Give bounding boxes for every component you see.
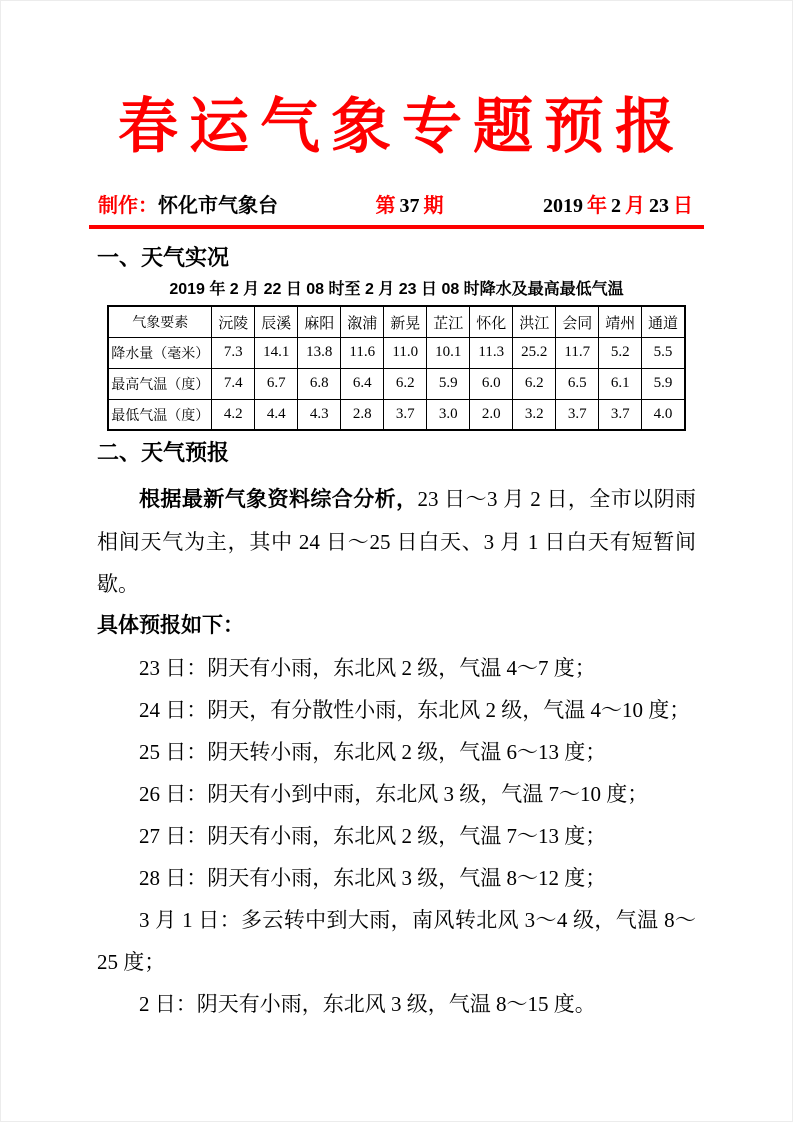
- table-cell: 3.7: [599, 399, 642, 430]
- table-cell: 10.1: [427, 337, 470, 368]
- document-title: 春运气象专题预报: [118, 94, 686, 160]
- table-row: [108, 337, 685, 368]
- table-cell: 5.5: [642, 337, 685, 368]
- produced-label: 制作：: [98, 195, 158, 217]
- column-header: 怀化: [470, 306, 513, 337]
- table-cell: 3.0: [427, 399, 470, 430]
- table-cell: 4.0: [642, 399, 685, 430]
- table-cell: 6.8: [298, 368, 341, 399]
- table-cell: 13.8: [298, 337, 341, 368]
- date-month-unit: 月: [625, 195, 645, 217]
- weather-observation-table: [107, 305, 686, 431]
- table-cell: 4.3: [298, 399, 341, 430]
- column-header: 新晃: [384, 306, 427, 337]
- row-label-cell: 最低气温（度）: [108, 399, 212, 430]
- table-cell: 3.2: [513, 399, 556, 430]
- forecast-body: [97, 478, 696, 1025]
- table-cell: 7.3: [212, 337, 255, 368]
- forecast-line-mar1: 3 月 1 日：多云转中到大雨，南风转北风 3～4 级，气温 8～25 度；: [97, 907, 696, 974]
- table-cell: 6.1: [599, 368, 642, 399]
- table-row: [108, 399, 685, 430]
- table-cell: 3.7: [556, 399, 599, 430]
- table-cell: 11.6: [341, 337, 384, 368]
- produced-value: 怀化市气象台: [158, 195, 278, 217]
- document-date: [541, 189, 695, 218]
- column-header: 沅陵: [212, 306, 255, 337]
- issue-prefix: 第: [375, 195, 396, 217]
- date-month: 2: [611, 195, 621, 217]
- issue-number: [374, 189, 446, 218]
- table-cell: 6.2: [384, 368, 427, 399]
- date-year: 2019: [543, 195, 583, 217]
- forecast-intro-paragraph: [97, 478, 696, 605]
- table-cell: 4.2: [212, 399, 255, 430]
- row-label-cell: 最高气温（度）: [108, 368, 212, 399]
- column-header: 溆浦: [341, 306, 384, 337]
- column-header: 麻阳: [298, 306, 341, 337]
- document-meta-row: [98, 189, 695, 218]
- table-cell: 11.0: [384, 337, 427, 368]
- date-year-unit: 年: [587, 195, 607, 217]
- column-header: 会同: [556, 306, 599, 337]
- forecast-detail-heading: 具体预报如下：: [97, 613, 244, 637]
- forecast-line-feb26: 26 日：阴天有小到中雨，东北风 3 级，气温 7～10 度；: [139, 781, 649, 806]
- table-cell: 6.0: [470, 368, 513, 399]
- table-cell: 2.0: [470, 399, 513, 430]
- column-header: 靖州: [599, 306, 642, 337]
- forecast-line-feb27: 27 日：阴天有小雨，东北风 2 级，气温 7～13 度；: [139, 823, 607, 848]
- column-header: 气象要素: [108, 306, 212, 337]
- header-divider-rule: [89, 225, 704, 229]
- table-cell: 6.7: [255, 368, 298, 399]
- issue-suffix: 期: [423, 195, 444, 217]
- section2-heading: 二、天气预报: [97, 440, 230, 466]
- column-header: 辰溪: [255, 306, 298, 337]
- table-cell: 5.9: [427, 368, 470, 399]
- table-cell: 11.7: [556, 337, 599, 368]
- table-cell: 6.4: [341, 368, 384, 399]
- table-cell: 25.2: [513, 337, 556, 368]
- table-cell: 5.9: [642, 368, 685, 399]
- table-cell: 7.4: [212, 368, 255, 399]
- table-cell: 4.4: [255, 399, 298, 430]
- section1-heading: 一、天气实况: [97, 245, 230, 270]
- issue-value: 37: [399, 195, 420, 217]
- table-cell: 6.5: [556, 368, 599, 399]
- forecast-line-feb24: 24 日：阴天，有分散性小雨，东北风 2 级，气温 4～10 度；: [139, 697, 691, 722]
- table-cell: 5.2: [599, 337, 642, 368]
- table-cell: 2.8: [341, 399, 384, 430]
- row-label-cell: 降水量（毫米）: [108, 337, 212, 368]
- column-header: 洪江: [513, 306, 556, 337]
- forecast-line-feb25: 25 日：阴天转小雨，东北风 2 级，气温 6～13 度；: [139, 739, 607, 764]
- forecast-line-mar2: 2 日：阴天有小雨，东北风 3 级，气温 8～15 度。: [139, 991, 596, 1016]
- forecast-line-feb28: 28 日：阴天有小雨，东北风 3 级，气温 8～12 度；: [139, 865, 607, 890]
- table-cell: 11.3: [470, 337, 513, 368]
- produced-by: [98, 189, 278, 218]
- table-cell: 6.2: [513, 368, 556, 399]
- table-header-row: [108, 306, 685, 337]
- date-day: 23: [649, 195, 669, 217]
- date-day-unit: 日: [673, 195, 693, 217]
- column-header: 通道: [642, 306, 685, 337]
- table-cell: 14.1: [255, 337, 298, 368]
- forecast-intro-lead: 根据最新气象资料综合分析，: [139, 487, 418, 511]
- weather-table-title: 2019 年 2 月 22 日 08 时至 2 月 23 日 08 时降水及最高最低气温: [169, 280, 624, 298]
- column-header: 芷江: [427, 306, 470, 337]
- table-cell: 3.7: [384, 399, 427, 430]
- forecast-line-feb23: 23 日：阴天有小雨，东北风 2 级，气温 4～7 度；: [139, 655, 596, 680]
- table-row: [108, 368, 685, 399]
- forecast-intro-text: 23 日～3 月 2 日，全市以阴雨相间天气为主，其中 24 日～25 日白天、3 月 1 日白天有短暂间歇。: [97, 486, 696, 596]
